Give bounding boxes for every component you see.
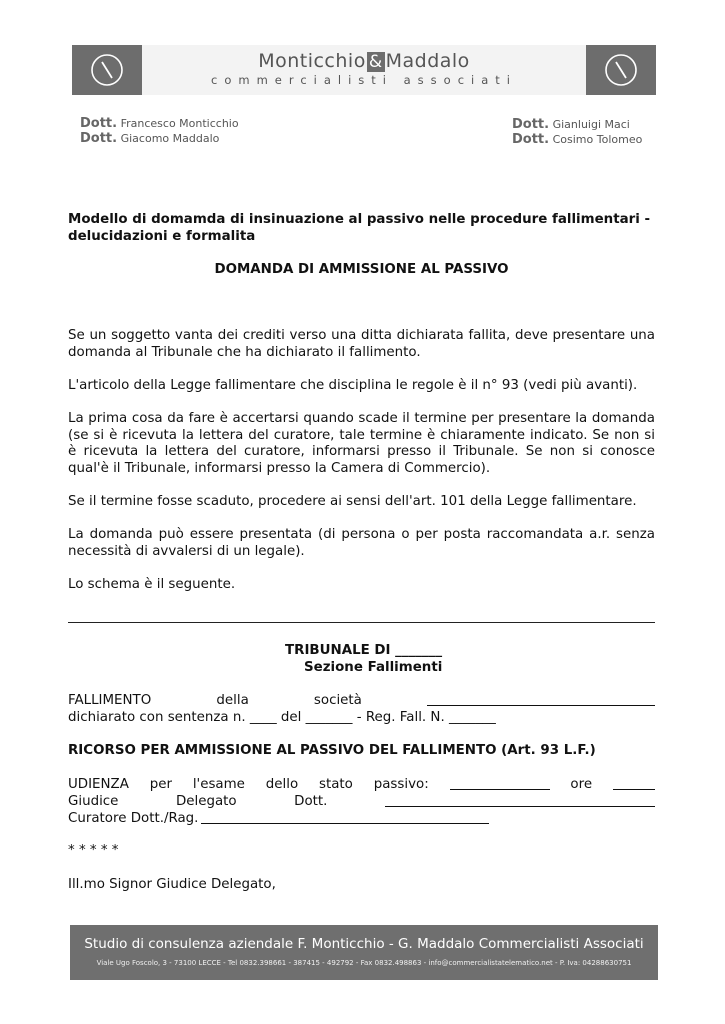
paragraph-3: La prima cosa da fare è accertarsi quando scade il termine per presentare la domanda (se si è ricevuta la lettera del curatore, tale termine è chiaramente indicato. Se non si è ricevuta la lettera del curatore, informarsi presso il Tribunale. Se non si conosce qual'è il Tribunale, informarsi presso la Camera di Commercio). [68, 411, 655, 476]
udienza-word: per [149, 777, 172, 792]
judge-blank-line [385, 794, 655, 807]
giudice-word: Delegato [175, 794, 237, 809]
document-title: Modello di domamda di insinuazione al passivo nelle procedure fallimentari - delucidazioni e formalita [68, 212, 651, 244]
fallimento-word: società [313, 693, 362, 708]
form-fallimento-row [68, 693, 655, 708]
paragraph-2: L'articolo della Legge fallimentare che disciplina le regole è il n° 93 (vedi più avanti). [68, 378, 638, 393]
pen-circle-icon [603, 52, 639, 88]
logo-box-right [586, 45, 656, 95]
partners-left [80, 116, 239, 146]
partner-title: Dott. [80, 131, 118, 146]
form-udienza-row [68, 777, 655, 792]
paragraph-6: Lo schema è il seguente. [68, 577, 236, 592]
giudice-label: Giudice [68, 794, 119, 809]
fallimento-label: FALLIMENTO [68, 693, 152, 708]
letterhead-footer [70, 925, 658, 980]
brand-block [142, 45, 586, 95]
partner-name: Gianluigi Maci [552, 118, 630, 131]
letterhead-banner [72, 45, 656, 95]
brand-subtitle: commercialisti associati [211, 73, 517, 87]
partner-name: Francesco Monticchio [120, 117, 239, 130]
paragraph-1: Se un soggetto vanta dei crediti verso una ditta dichiarata fallita, deve presentare una domanda al Tribunale che ha dichiarato il fallimento. [68, 328, 655, 360]
curator-blank-line [201, 811, 489, 824]
udienza-word: stato [318, 777, 353, 792]
partners-right [512, 117, 642, 147]
date-blank-line [450, 777, 550, 790]
partner-name: Giacomo Maddalo [120, 132, 220, 145]
brand-part1: Monticchio [258, 50, 366, 72]
curatore-label: Curatore Dott./Rag. [68, 811, 199, 826]
udienza-word: l'esame [192, 777, 245, 792]
paragraph-5: La domanda può essere presentata (di persona o per posta raccomandata a.r. senza necessità di avvalersi di un legale). [68, 527, 655, 559]
salutation: Ill.mo Signor Giudice Delegato, [68, 877, 276, 892]
section-divider [68, 622, 655, 623]
stars-separator: * * * * * [68, 843, 119, 858]
partner-name: Cosimo Tolomeo [552, 133, 643, 146]
footer-contact: Viale Ugo Foscolo, 3 - 73100 LECCE - Tel 0832.398661 - 387415 - 492792 - Fax 0832.498863 - info@commercialistatelematico.net - P. Iva: 04288630751 [96, 959, 632, 967]
pen-circle-icon [89, 52, 125, 88]
paragraph-4: Se il termine fosse scaduto, procedere ai sensi dell'art. 101 della Legge fallimentare. [68, 494, 637, 509]
partner-title: Dott. [512, 117, 550, 132]
brand-part2: Maddalo [385, 50, 470, 72]
form-curatore-row [68, 811, 655, 826]
udienza-word: dello [265, 777, 299, 792]
partner-title: Dott. [512, 132, 550, 147]
giudice-word: Dott. [294, 794, 328, 809]
form-ricorso-heading: RICORSO PER AMMISSIONE AL PASSIVO DEL FALLIMENTO (Art. 93 L.F.) [68, 743, 596, 758]
ore-label: ore [570, 777, 593, 792]
logo-box-left [72, 45, 142, 95]
document-subtitle: DOMANDA DI AMMISSIONE AL PASSIVO [214, 262, 509, 277]
fallimento-word: della [216, 693, 249, 708]
brand-name [142, 45, 586, 72]
form-dichiarato: dichiarato con sentenza n. ____ del _______ - Reg. Fall. N. _______ [68, 710, 496, 725]
company-blank-line [427, 693, 655, 706]
footer-firm-name: Studio di consulenza aziendale F. Monticchio - G. Maddalo Commercialisti Associati [84, 936, 644, 952]
partner-title: Dott. [80, 116, 118, 131]
time-blank-line [613, 777, 655, 790]
udienza-word: passivo: [373, 777, 429, 792]
udienza-label: UDIENZA [68, 777, 129, 792]
form-tribunale: TRIBUNALE DI _______ [285, 643, 443, 658]
brand-ampersand: & [368, 52, 383, 72]
form-sezione: Sezione Fallimenti [304, 660, 443, 675]
form-giudice-row [68, 794, 655, 809]
